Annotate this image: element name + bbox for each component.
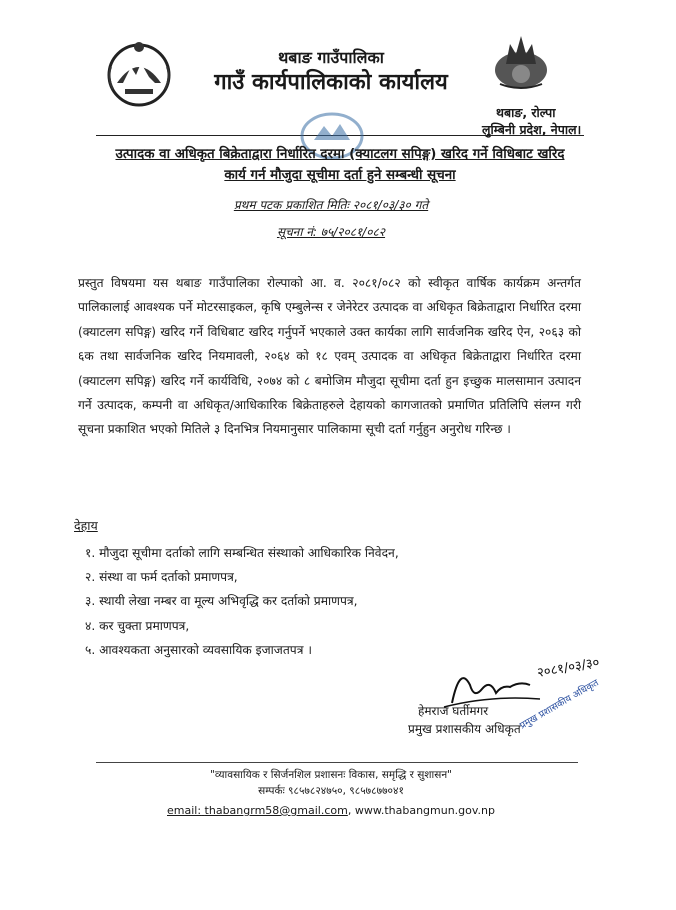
footer-slogan: "व्यावसायिक र सिर्जनशिल प्रशासनः विकास, समृद्धि र सुशासन": [210, 769, 452, 781]
requirement-item: १. मौजुदा सूचीमा दर्ताको लागि सम्बन्धित संस्थाको आधिकारिक निवेदन,: [85, 546, 399, 560]
footer-divider: [96, 762, 578, 763]
signatory-title: प्रमुख प्रशासकीय अधिकृत: [408, 722, 521, 736]
requirement-item: ४. कर चुक्ता प्रमाणपत्र,: [85, 618, 190, 633]
notice-number: सूचना नं: ७५/२०८१/०८२: [276, 225, 386, 239]
email-label: email:: [167, 804, 202, 817]
footer-links: email: thabangrm58@gmail.com, www.thabangmun.gov.np: [167, 804, 495, 817]
address-line-2: लुम्बिनी प्रदेश, नेपाल।: [482, 122, 582, 137]
signatory-name: हेमराज घर्तीमगर: [418, 704, 489, 718]
stamp-text: प्रमुख प्रशासकीय अधिकृत: [518, 677, 601, 732]
signature-date: २०८१/०३/३०: [536, 655, 601, 681]
requirement-item: ५. आवश्यकता अनुसारको व्यवसायिक इजाजतपत्र ।: [85, 642, 312, 657]
website-link[interactable]: www.thabangmun.gov.np: [354, 804, 495, 817]
requirements-heading: देहाय: [74, 518, 98, 533]
subject-text-2: कार्य गर्न मौजुदा सूचीमा दर्ता हुने सम्बन्धी सूचना: [224, 168, 456, 183]
email-link[interactable]: [167, 804, 348, 817]
notice-body: प्रस्तुत विषयमा यस थबाङ गाउँपालिका रोल्पाको आ. व. २०८१/०८२ को स्वीकृत वार्षिक कार्यक्रम अन्तर्गत पालिकालाई आवश्यक पर्ने मोटरसाइकल, कृषि एम्बुलेन्स र जेनेरेटर उत्पादक वा अधिकृत बिक्रेताद्वारा निर्धारित दरमा (क्याटलग सपिङ्ग) खरिद गर्ने विधिबाट खरिद गर्नुपर्ने भएकाले उक्त कार्यका लागि सार्वजनिक खरिद ऐन, २०६३ को ६क तथा सार्वजनिक खरिद नियमावली, २०६४ को १८ एवम् उत्पादक वा अधिकृत बिक्रेताद्वारा निर्धारित दरमा (क्याटलग सपिङ्ग) खरिद गर्ने कार्यविधि, २०७४ को ८ बमोजिम मौजुदा सूचीमा दर्ता हुन इच्छुक मालसामान उत्पादन गर्ने उत्पादक, कम्पनी वा अधिकृत/आधिकारिक बिक्रेताहरुले देहायको कागजातको प्रमाणित प्रतिलिपि संलग्न गरी सूचना प्रकाशित भएको मितिले ३ दिनभित्र नियमानुसार पालिकामा सूची दर्ता गर्नुहुन अनुरोध गरिन्छ ।: [78, 276, 581, 437]
office-name: गाउँ कार्यपालिकाको कार्यालय: [214, 70, 448, 95]
subject-line-2: [96, 163, 584, 188]
footer-contact: सम्पर्कः ९८५७८२४७५०, ९८५७८७७०४१: [258, 785, 404, 797]
subject-text-1: उत्पादक वा अधिकृत बिक्रेताद्वारा निर्धारित दरमा (क्याटलग सपिङ्ग) खरिद गर्ने विधिबाट खरिद: [115, 147, 565, 162]
publication-date: प्रथम पटक प्रकाशित मितिः २०८१/०३/३० गते: [233, 198, 429, 212]
email-address: thabangrm58@gmail.com: [204, 804, 348, 817]
requirement-item: २. संस्था वा फर्म दर्ताको प्रमाणपत्र,: [85, 570, 238, 585]
address-line-1: थबाङ, रोल्पा: [496, 105, 556, 120]
org-name: थबाङ गाउँपालिका: [278, 48, 384, 67]
requirement-item: ३. स्थायी लेखा नम्बर वा मूल्य अभिवृद्धि कर दर्ताको प्रमाणपत्र,: [85, 594, 358, 609]
requirements-list: [85, 541, 399, 662]
